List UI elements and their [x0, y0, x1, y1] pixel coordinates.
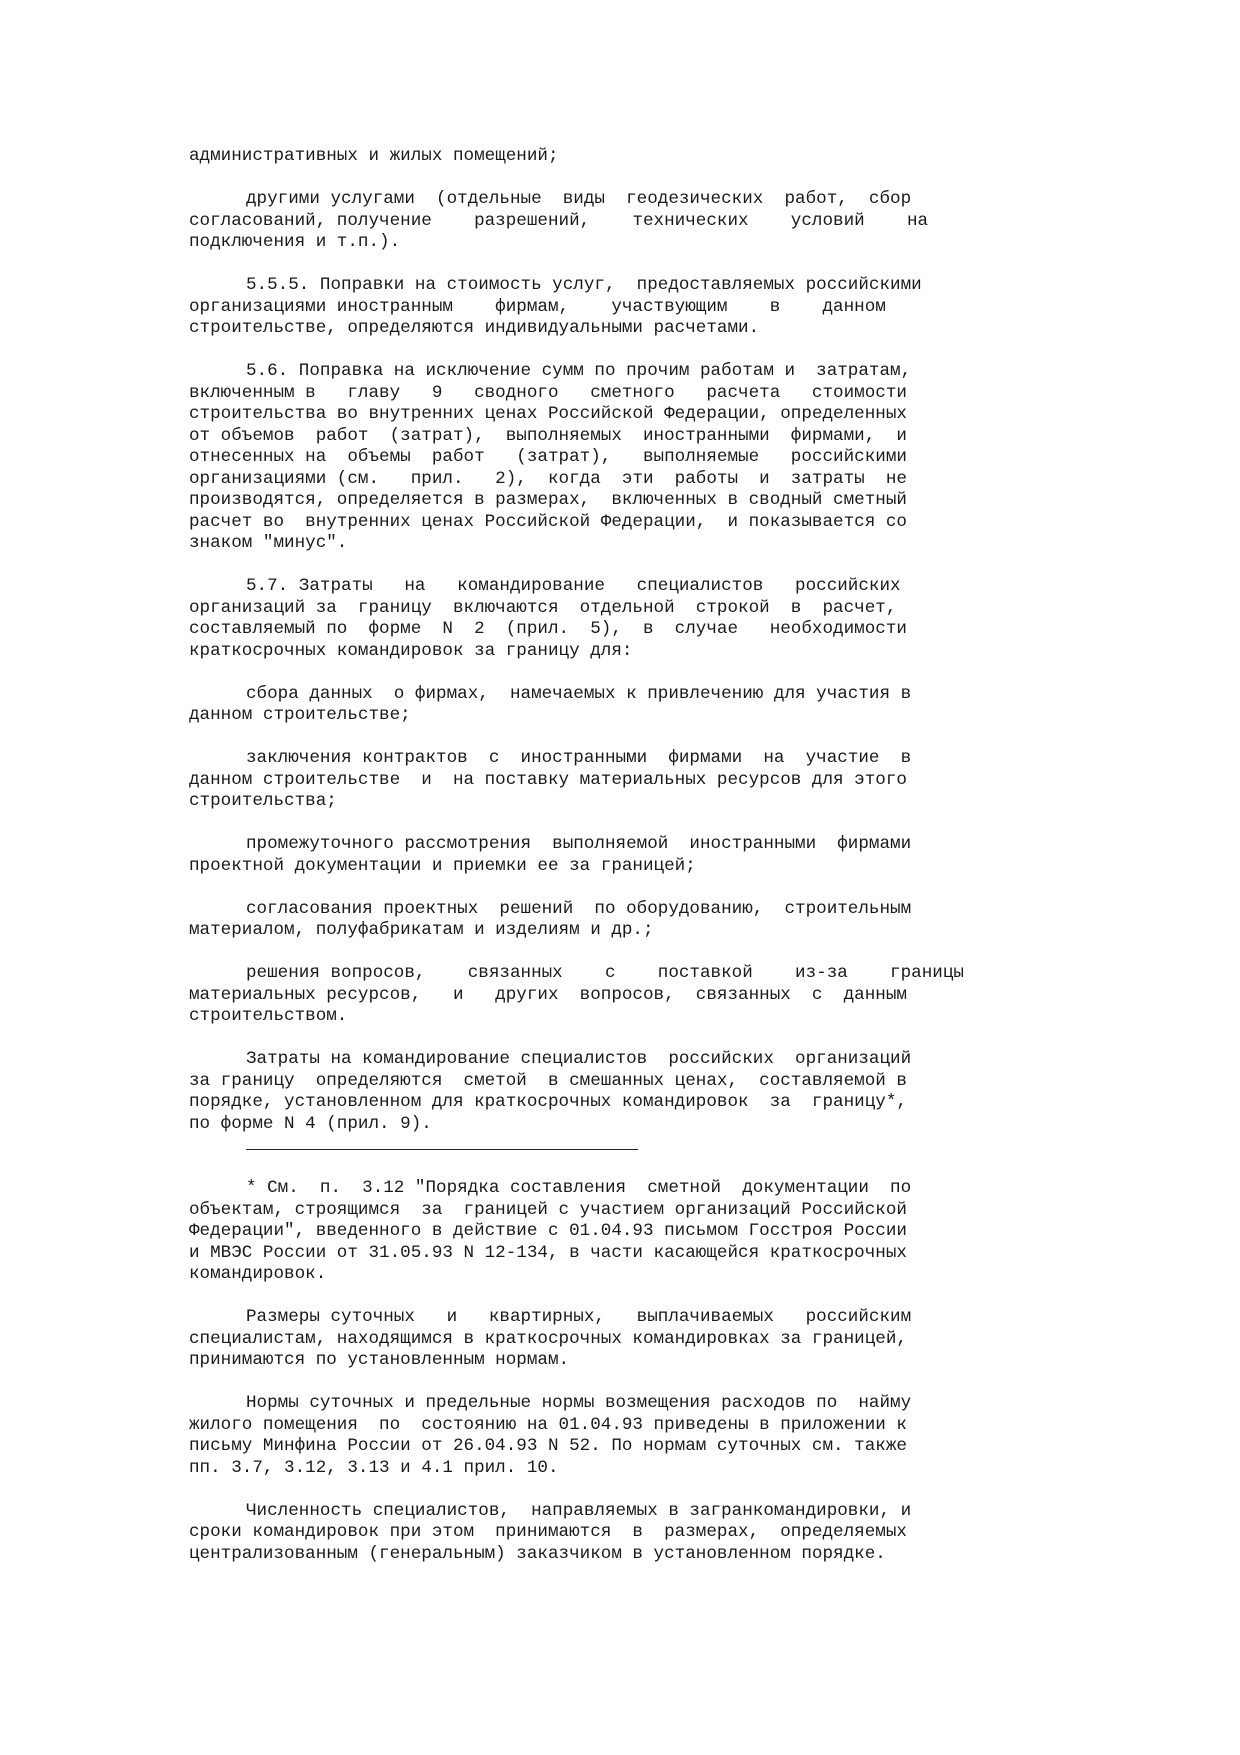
text-line: сроки командировок при этом принимаются в размерах, определяемых [189, 1522, 907, 1542]
text-line: Затраты на командирование специалистов российских организаций [246, 1049, 912, 1069]
paragraph-gap [189, 727, 979, 749]
text-line: централизованным (генеральным) заказчиком в установленном порядке. [189, 1543, 886, 1564]
paragraph [189, 748, 979, 813]
text-line: организациями (см. прил. 2), когда эти работы и затраты не [189, 468, 907, 489]
text-line: 5.7. Затраты на командирование специалистов российских [246, 576, 901, 596]
text-line: 5.6. Поправка на исключение сумм по прочим работам и затратам, [246, 361, 912, 381]
document-page [189, 146, 979, 1565]
paragraph-gap [189, 877, 979, 899]
text-line: проектной документации и приемки ее за границей; [189, 855, 696, 876]
paragraph [189, 576, 979, 662]
text-line: командировок. [189, 1264, 327, 1284]
paragraph [189, 361, 979, 555]
footnote-paragraph [189, 1178, 979, 1286]
text-line: другими услугами (отдельные виды геодезических работ, сбор [246, 189, 912, 209]
text-line: производятся, определяется в размерах, включенных в сводный сметный [189, 490, 907, 510]
text-line: строительстве, определяются индивидуальными расчетами. [189, 318, 760, 338]
text-line: расчет во внутренних ценах Российской Федерации, и показывается со [189, 511, 907, 532]
text-line: от объемов работ (затрат), выполняемых иностранными фирмами, и [189, 425, 907, 446]
text-line: объектам, строящимся за границей с участием организаций Российской [189, 1199, 907, 1220]
text-line: письму Минфина России от 26.04.93 N 52. По нормам суточных см. также [189, 1436, 907, 1456]
text-line: порядке, установленном для краткосрочных командировок за границу*, [189, 1092, 907, 1112]
text-line: организациями иностранным фирмам, участвующим в данном [189, 296, 886, 317]
text-line: согласования проектных решений по оборудованию, строительным [246, 898, 912, 919]
paragraph [189, 189, 979, 254]
paragraph [189, 899, 979, 942]
text-line: административных и жилых помещений; [189, 146, 559, 166]
paragraph [189, 1049, 979, 1135]
text-line: строительства; [189, 791, 337, 811]
paragraph-gap [189, 254, 979, 276]
text-line: по форме N 4 (прил. 9). [189, 1113, 432, 1134]
text-line: Федерации", введенного в действие с 01.04.93 письмом Госстроя России [189, 1221, 907, 1241]
text-line: данном строительстве и на поставку материальных ресурсов для этого [189, 769, 907, 790]
footnote-separator [246, 1149, 638, 1150]
text-line: строительством. [189, 1006, 348, 1026]
paragraph-gap [189, 1286, 979, 1308]
text-line: принимаются по установленным нормам. [189, 1350, 570, 1370]
text-line: Нормы суточных и предельные нормы возмещения расходов по найму [246, 1393, 912, 1413]
paragraph-gap [189, 942, 979, 964]
footnote-paragraph [189, 1307, 979, 1372]
paragraph-gap [189, 1479, 979, 1501]
document-body [189, 146, 979, 1135]
text-line: за границу определяются сметой в смешанных ценах, составляемой в [189, 1070, 907, 1091]
text-line: * См. п. 3.12 "Порядка составления сметной документации по [246, 1178, 912, 1198]
text-line: заключения контрактов с иностранными фирмами на участие в [246, 748, 912, 768]
text-line: и МВЭС России от 31.05.93 N 12-134, в части касающейся краткосрочных [189, 1242, 907, 1263]
paragraph [189, 275, 979, 340]
text-line: подключения и т.п.). [189, 232, 401, 252]
paragraph-gap [189, 813, 979, 835]
text-line: сбора данных о фирмах, намечаемых к привлечению для участия в [246, 683, 912, 704]
text-line: данном строительстве; [189, 705, 411, 725]
text-line: включенным в главу 9 сводного сметного расчета стоимости [189, 382, 907, 403]
text-line: краткосрочных командировок за границу для: [189, 640, 633, 661]
text-line: специалистам, находящимся в краткосрочных командировках за границей, [189, 1328, 907, 1349]
text-line: решения вопросов, связанных с поставкой из-за границы [246, 963, 964, 983]
paragraph-gap [189, 340, 979, 362]
text-line: Численность специалистов, направляемых в загранкомандировки, и [246, 1500, 912, 1521]
text-line: пп. 3.7, 3.12, 3.13 и 4.1 прил. 10. [189, 1457, 559, 1478]
text-line: Размеры суточных и квартирных, выплачиваемых российским [246, 1307, 912, 1327]
text-line: материалом, полуфабрикатам и изделиям и др.; [189, 920, 654, 940]
footnote-section [189, 1178, 979, 1565]
paragraph-gap [189, 555, 979, 577]
text-line: промежуточного рассмотрения выполняемой иностранными фирмами [246, 834, 912, 854]
text-line: согласований, получение разрешений, технических условий на [189, 210, 929, 231]
paragraph [189, 684, 979, 727]
text-line: отнесенных на объемы работ (затрат), выполняемые российскими [189, 447, 907, 467]
text-line: строительства во внутренних ценах Российской Федерации, определенных [189, 404, 907, 424]
footnote-paragraph [189, 1393, 979, 1479]
text-line: знаком "минус". [189, 533, 348, 553]
text-line: 5.5.5. Поправки на стоимость услуг, предоставляемых российскими [246, 275, 922, 295]
paragraph-gap [189, 1372, 979, 1394]
text-line: материальных ресурсов, и других вопросов, связанных с данным [189, 984, 907, 1005]
paragraph [189, 963, 979, 1028]
paragraph-gap [189, 1028, 979, 1050]
text-line: организаций за границу включаются отдельной строкой в расчет, [189, 597, 897, 618]
footnote-paragraph [189, 1501, 979, 1566]
text-line: жилого помещения по состоянию на 01.04.93 приведены в приложении к [189, 1414, 907, 1435]
text-line: составляемый по форме N 2 (прил. 5), в случае необходимости [189, 619, 907, 639]
paragraph [189, 146, 979, 168]
paragraph-gap [189, 662, 979, 684]
paragraph [189, 834, 979, 877]
paragraph-gap [189, 168, 979, 190]
